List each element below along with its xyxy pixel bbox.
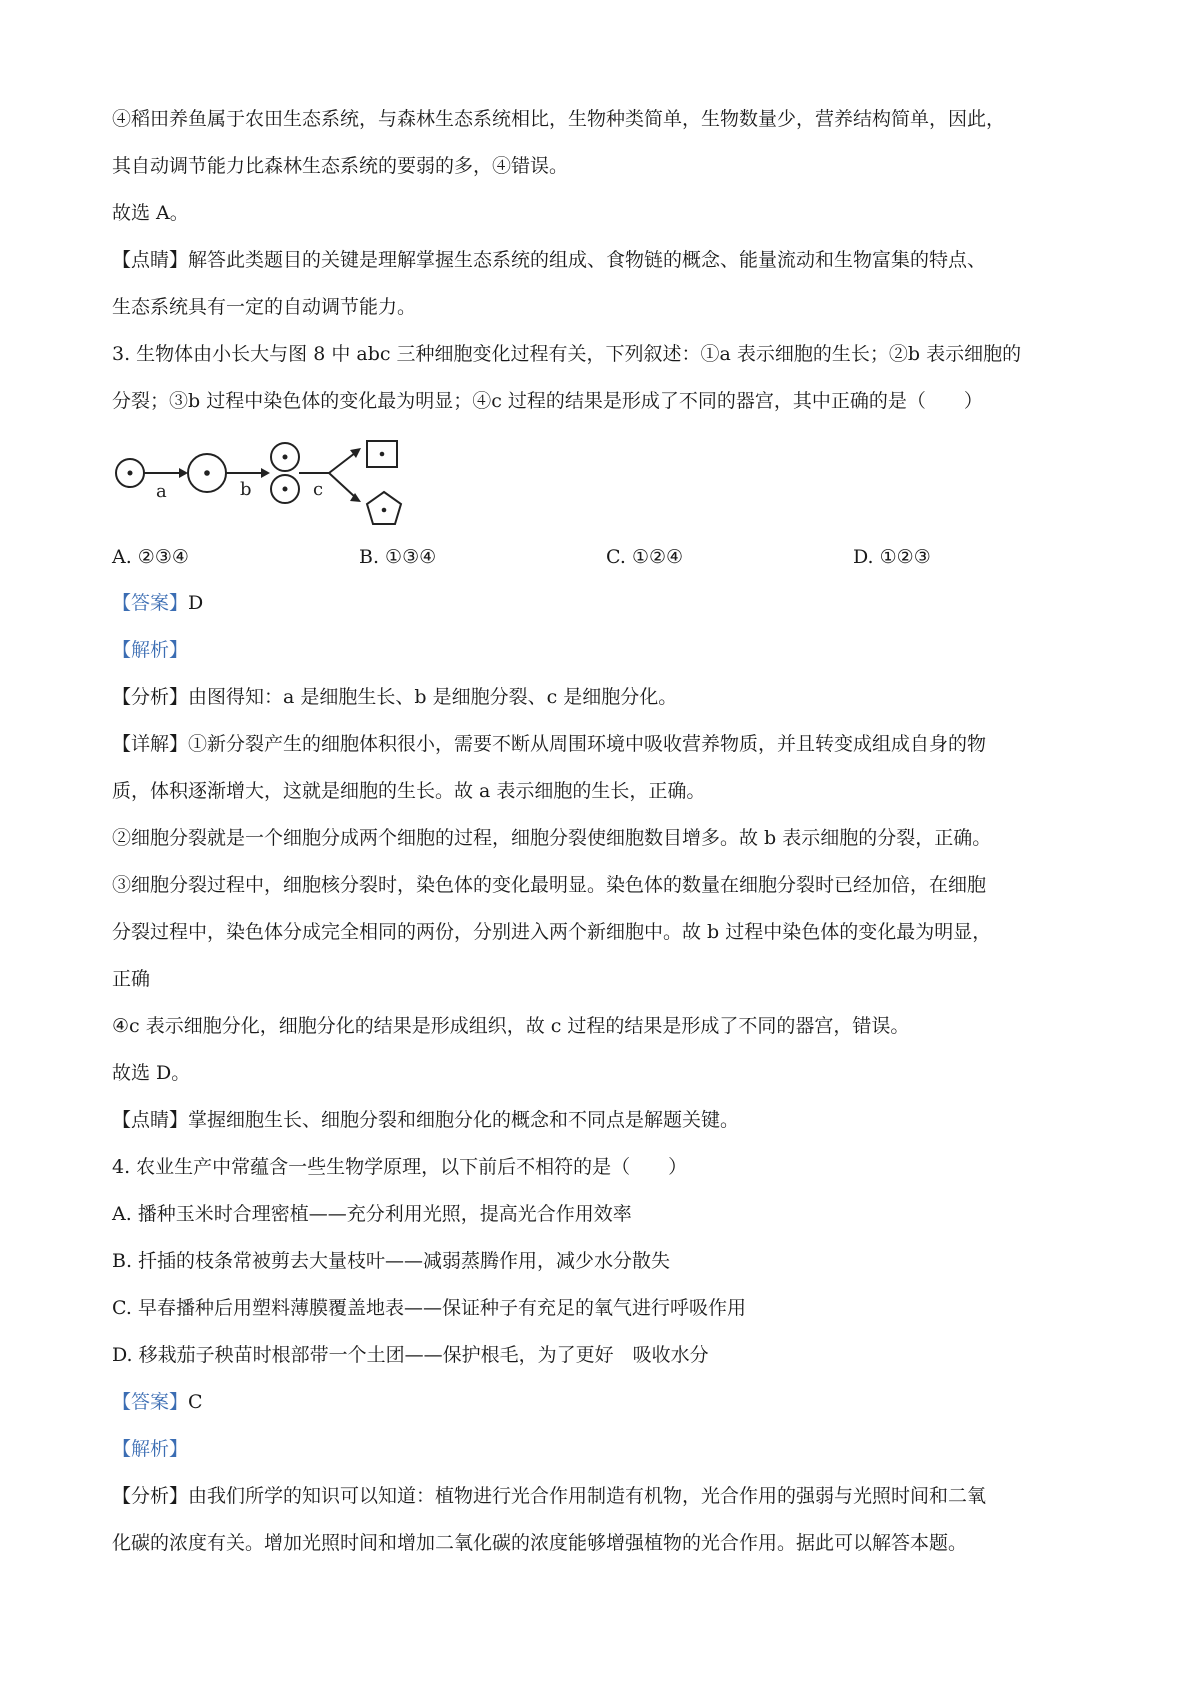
answer-tag: 【答案】: [112, 1391, 189, 1413]
analysis-text: 由我们所学的知识可以知道：植物进行光合作用制造有机物，光合作用的强弱与光照时间和二氧: [188, 1485, 987, 1507]
label-a: a: [156, 481, 167, 502]
option-b: B. ①③④: [359, 545, 437, 568]
option-a: A. ②③④: [112, 545, 189, 568]
answer-value: D: [188, 592, 204, 614]
option-b: B. 扦插的枝条常被剪去大量枝叶——减弱蒸腾作用，减少水分散失: [112, 1250, 671, 1272]
note-tag: 【点睛】: [112, 1109, 189, 1131]
detail-line: [112, 721, 1102, 768]
arrow-c-down: [329, 473, 355, 497]
analysis-line: [112, 1473, 1102, 1520]
text-line: 分裂过程中，染色体分成完全相同的两份，分别进入两个新细胞中。故 b 过程中染色体的变化最为明显，: [112, 921, 992, 943]
arrow-c-up: [329, 453, 355, 473]
choice-line: 故选 A。: [112, 202, 189, 224]
text-line: 生态系统具有一定的自动调节能力。: [112, 296, 417, 318]
question-stem: 分裂；③b 过程中染色体的变化最为明显；④c 过程的结果是形成了不同的器宫，其中正确的是（ ）: [112, 390, 983, 412]
detail-text: ①新分裂产生的细胞体积很小，需要不断从周围环境中吸收营养物质，并且转变成组成自身的物: [188, 733, 987, 755]
analysis-line: [112, 674, 1102, 721]
choice-line: 故选 D。: [112, 1062, 191, 1084]
text-line: ④稻田养鱼属于农田生态系统，与森林生态系统相比，生物种类简单，生物数量少，营养结构简单，因此，: [112, 108, 1006, 130]
text-line: 其自动调节能力比森林生态系统的要弱的多，④错误。: [112, 155, 569, 177]
option-d: D. 移栽茄子秧苗时根部带一个土团——保护根毛，为了更好 吸收水分: [112, 1344, 709, 1366]
option-c: C. 早春播种后用塑料薄膜覆盖地表——保证种子有充足的氧气进行呼吸作用: [112, 1297, 746, 1319]
text-line: ④c 表示细胞分化，细胞分化的结果是形成组织，故 c 过程的结果是形成了不同的器宫，错误。: [112, 1015, 910, 1037]
option-c: C. ①②④: [606, 545, 684, 568]
cell-change-figure: [112, 433, 1102, 529]
analysis-text: 由图得知：a 是细胞生长、b 是细胞分裂、c 是细胞分化。: [188, 686, 678, 708]
option-d: D. ①②③: [853, 545, 931, 568]
note-text: 掌握细胞生长、细胞分裂和细胞分化的概念和不同点是解题关键。: [188, 1109, 740, 1131]
note-tag: 【点睛】: [112, 249, 189, 271]
answer-line: [112, 580, 1102, 627]
note-line: [112, 1097, 1102, 1144]
answer-value: C: [188, 1391, 203, 1413]
document-page: [112, 96, 1102, 1567]
detail-tag: 【详解】: [112, 733, 189, 755]
text-line: ②细胞分裂就是一个细胞分成两个细胞的过程，细胞分裂使细胞数目增多。故 b 表示细胞的分裂，正确。: [112, 827, 992, 849]
answer-line: [112, 1379, 1102, 1426]
note-text: 解答此类题目的关键是理解掌握生态系统的组成、食物链的概念、能量流动和生物富集的特点、: [188, 249, 987, 271]
note-line: [112, 237, 1102, 284]
analysis-tag: 【分析】: [112, 1485, 189, 1507]
analysis-tag: 【分析】: [112, 686, 189, 708]
question-stem: 3. 生物体由小长大与图 8 中 abc 三种细胞变化过程有关，下列叙述：①a 表示细胞的生长；②b 表示细胞的: [112, 343, 1022, 365]
question-stem: 4. 农业生产中常蕴含一些生物学原理，以下前后不相符的是（ ）: [112, 1156, 688, 1178]
option-a: A. 播种玉米时合理密植——充分利用光照，提高光合作用效率: [112, 1203, 632, 1225]
text-line: 化碳的浓度有关。增加光照时间和增加二氧化碳的浓度能够增强植物的光合作用。据此可以解答本题。: [112, 1532, 968, 1554]
text-line: 质，体积逐渐增大，这就是细胞的生长。故 a 表示细胞的生长，正确。: [112, 780, 706, 802]
label-c: c: [313, 479, 324, 500]
cell-diagram: [112, 433, 452, 529]
answer-tag: 【答案】: [112, 592, 189, 614]
option-row: [112, 533, 1102, 580]
text-line: ③细胞分裂过程中，细胞核分裂时，染色体的变化最明显。染色体的数量在细胞分裂时已经加倍，在细胞: [112, 874, 987, 896]
jiexi-tag: 【解析】: [112, 1438, 189, 1460]
jiexi-tag: 【解析】: [112, 639, 189, 661]
text-line: 正确: [112, 968, 151, 990]
label-b: b: [240, 479, 252, 500]
